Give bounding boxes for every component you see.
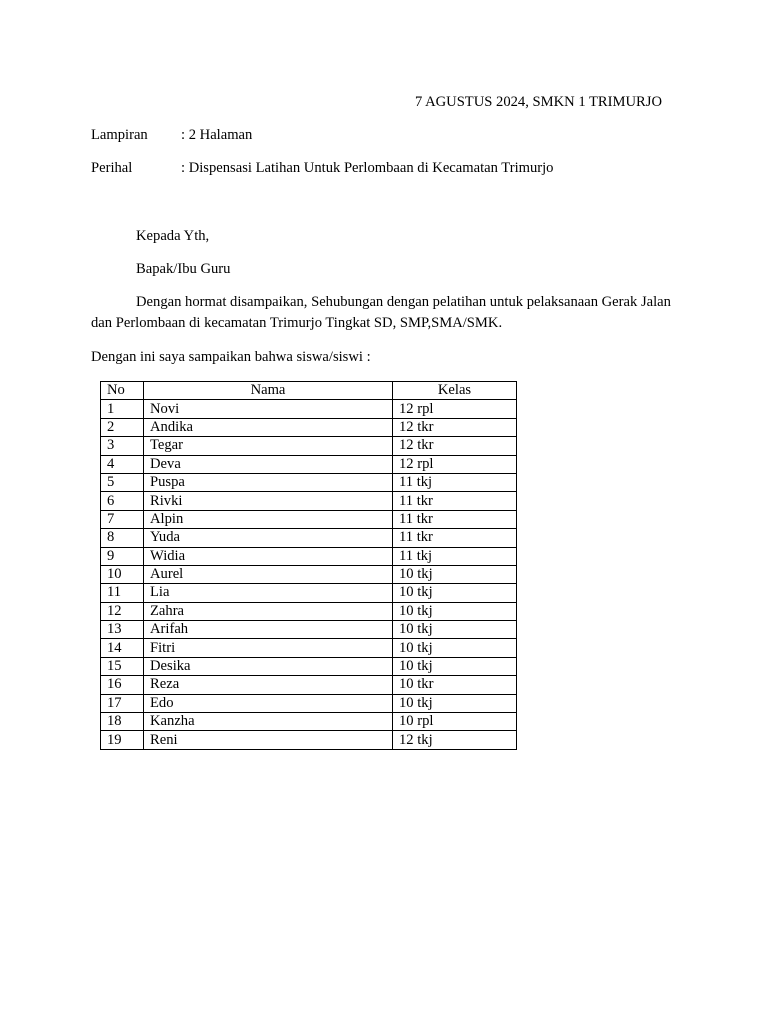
cell-no: 13 — [101, 621, 144, 639]
cell-no: 2 — [101, 418, 144, 436]
cell-kelas: 11 tkj — [393, 473, 517, 491]
header-kelas: Kelas — [393, 382, 517, 400]
table-row — [101, 529, 517, 547]
cell-nama: Widia — [144, 547, 393, 565]
table-row — [101, 437, 517, 455]
cell-kelas: 12 rpl — [393, 400, 517, 418]
cell-kelas: 11 tkr — [393, 510, 517, 528]
cell-kelas: 10 tkj — [393, 621, 517, 639]
header-nama: Nama — [144, 382, 393, 400]
table-header-row — [101, 382, 517, 400]
cell-nama: Deva — [144, 455, 393, 473]
table-row — [101, 731, 517, 749]
cell-nama: Fitri — [144, 639, 393, 657]
cell-no: 11 — [101, 584, 144, 602]
cell-no: 10 — [101, 565, 144, 583]
date-place-line: 7 AGUSTUS 2024, SMKN 1 TRIMURJO — [414, 94, 662, 110]
cell-kelas: 10 tkj — [393, 657, 517, 675]
table-row — [101, 510, 517, 528]
cell-kelas: 11 tkr — [393, 492, 517, 510]
cell-nama: Lia — [144, 584, 393, 602]
header-no: No — [101, 382, 144, 400]
table-row — [101, 713, 517, 731]
cell-nama: Kanzha — [144, 713, 393, 731]
table-row — [101, 621, 517, 639]
cell-no: 4 — [101, 455, 144, 473]
table-row — [101, 565, 517, 583]
table-row — [101, 584, 517, 602]
cell-kelas: 12 tkr — [393, 418, 517, 436]
cell-kelas: 10 tkj — [393, 639, 517, 657]
lampiran-value: : 2 Halaman — [181, 127, 253, 143]
table-row — [101, 602, 517, 620]
cell-no: 19 — [101, 731, 144, 749]
cell-kelas: 12 tkr — [393, 437, 517, 455]
cell-kelas: 10 tkj — [393, 565, 517, 583]
cell-nama: Zahra — [144, 602, 393, 620]
cell-kelas: 10 tkj — [393, 602, 517, 620]
cell-no: 16 — [101, 676, 144, 694]
lampiran-label: Lampiran — [91, 127, 148, 143]
cell-nama: Desika — [144, 657, 393, 675]
table-row — [101, 547, 517, 565]
cell-kelas: 11 tkj — [393, 547, 517, 565]
cell-nama: Puspa — [144, 473, 393, 491]
table-row — [101, 473, 517, 491]
cell-nama: Reza — [144, 676, 393, 694]
table-row — [101, 455, 517, 473]
perihal-value: : Dispensasi Latihan Untuk Perlombaan di Kecamatan Trimurjo — [181, 160, 554, 176]
cell-no: 9 — [101, 547, 144, 565]
cell-nama: Alpin — [144, 510, 393, 528]
student-table — [100, 381, 517, 750]
cell-nama: Tegar — [144, 437, 393, 455]
cell-no: 7 — [101, 510, 144, 528]
table-row — [101, 400, 517, 418]
cell-kelas: 12 rpl — [393, 455, 517, 473]
table-row — [101, 676, 517, 694]
table-body — [101, 400, 517, 749]
cell-kelas: 12 tkj — [393, 731, 517, 749]
cell-no: 14 — [101, 639, 144, 657]
table-row — [101, 492, 517, 510]
table-row — [101, 418, 517, 436]
cell-no: 15 — [101, 657, 144, 675]
cell-no: 12 — [101, 602, 144, 620]
cell-nama: Novi — [144, 400, 393, 418]
salutation: Kepada Yth, — [136, 228, 210, 244]
cell-no: 5 — [101, 473, 144, 491]
cell-kelas: 10 tkr — [393, 676, 517, 694]
recipient: Bapak/Ibu Guru — [136, 261, 231, 277]
cell-no: 8 — [101, 529, 144, 547]
cell-nama: Rivki — [144, 492, 393, 510]
cell-kelas: 10 tkj — [393, 694, 517, 712]
cell-kelas: 10 rpl — [393, 713, 517, 731]
body-paragraph: Dengan hormat disampaikan, Sehubungan dengan pelatihan untuk pelaksanaan Gerak Jalan dan Perlombaan di kecamatan Trimurjo Tingkat SD, SMP,SMA/SMK. — [91, 294, 671, 331]
cell-no: 3 — [101, 437, 144, 455]
table-row — [101, 657, 517, 675]
cell-nama: Edo — [144, 694, 393, 712]
cell-kelas: 10 tkj — [393, 584, 517, 602]
table-row — [101, 694, 517, 712]
cell-no: 1 — [101, 400, 144, 418]
cell-nama: Reni — [144, 731, 393, 749]
list-intro: Dengan ini saya sampaikan bahwa siswa/siswi : — [91, 349, 371, 365]
cell-no: 6 — [101, 492, 144, 510]
perihal-row — [91, 159, 553, 177]
cell-kelas: 11 tkr — [393, 529, 517, 547]
cell-nama: Arifah — [144, 621, 393, 639]
cell-nama: Andika — [144, 418, 393, 436]
perihal-label: Perihal — [91, 160, 133, 176]
lampiran-row — [91, 126, 252, 144]
cell-nama: Aurel — [144, 565, 393, 583]
cell-no: 18 — [101, 713, 144, 731]
table-row — [101, 639, 517, 657]
cell-nama: Yuda — [144, 529, 393, 547]
cell-no: 17 — [101, 694, 144, 712]
